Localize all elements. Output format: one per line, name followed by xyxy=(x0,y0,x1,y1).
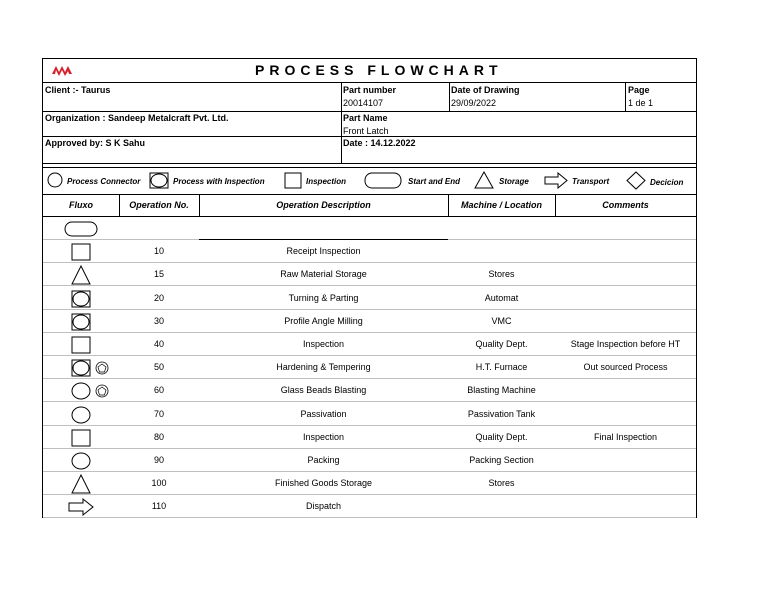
process-with-inspection-legend-icon xyxy=(149,172,169,189)
process-connector-icon xyxy=(63,381,99,401)
column-operation-description: Operation Description xyxy=(276,200,371,210)
machine-location-cell: Packing Section xyxy=(469,455,534,465)
comments-cell: Stage Inspection before HT xyxy=(570,339,681,349)
part-name-value: Front Latch xyxy=(343,126,389,136)
operation-no-cell: 10 xyxy=(153,246,164,257)
special-characteristic-icon xyxy=(95,361,109,375)
special-characteristic-icon xyxy=(95,384,109,398)
storage-icon xyxy=(63,265,99,285)
comments-cell: Out sourced Process xyxy=(583,362,668,373)
machine-location-cell: H.T. Furnace xyxy=(475,362,528,373)
legend-transport: Transport xyxy=(572,177,610,186)
machine-location-cell: Stores xyxy=(488,269,515,280)
machine-location-cell: VMC xyxy=(491,315,512,326)
table-row xyxy=(43,356,696,379)
process-with-inspection-icon xyxy=(63,358,99,378)
start-end-icon xyxy=(63,219,99,239)
operation-no-cell: 60 xyxy=(153,385,164,396)
operation-no-cell: 30 xyxy=(153,315,164,326)
storage-icon xyxy=(63,474,99,494)
operation-description-cell: Passivation xyxy=(300,408,347,419)
page-value: 1 de 1 xyxy=(628,98,654,108)
part-name-label: Part Name xyxy=(343,113,388,123)
operation-no-cell: 90 xyxy=(153,455,164,465)
legend-storage: Storage xyxy=(499,177,529,186)
legend-decision: Decicion xyxy=(650,178,684,187)
operation-description-cell: Profile Angle Milling xyxy=(284,315,363,326)
process-with-inspection-icon xyxy=(63,312,99,332)
table-row xyxy=(43,287,696,310)
process-connector-legend-icon xyxy=(47,172,63,188)
operation-description-cell: Packing xyxy=(307,455,340,465)
approved-by-label: Approved by: S K Sahu xyxy=(45,138,146,148)
table-row xyxy=(43,495,696,518)
start-end-legend-icon xyxy=(364,172,402,189)
legend-start-and-end: Start and End xyxy=(408,177,461,186)
column-fluxo: Fluxo xyxy=(69,200,93,210)
table-row xyxy=(43,240,696,263)
part-number-label: Part number xyxy=(343,85,397,95)
company-logo xyxy=(51,63,77,77)
comments-cell: Final Inspection xyxy=(593,431,658,442)
operation-no-cell: 110 xyxy=(151,501,167,512)
machine-location-cell: Automat xyxy=(484,292,519,303)
operation-description-cell: Glass Beads Blasting xyxy=(280,385,367,396)
legend-inspection: Inspection xyxy=(306,177,347,186)
operation-description-cell: Dispatch xyxy=(305,501,341,512)
table-row xyxy=(43,310,696,333)
transport-legend-icon xyxy=(544,172,568,189)
operation-description-cell: Inspection xyxy=(302,431,345,442)
organization-label: Organization : Sandeep Metalcraft Pvt. Ltd. xyxy=(45,113,229,123)
column-operation-no: Operation No. xyxy=(129,200,189,210)
legend-process-connector: Process Connector xyxy=(67,177,141,186)
client-label: Client :- Taurus xyxy=(45,85,111,95)
column-machine-location: Machine / Location xyxy=(460,200,542,210)
operation-no-cell: 40 xyxy=(153,339,164,349)
operation-description-cell: Receipt Inspection xyxy=(286,246,361,257)
machine-location-cell: Passivation Tank xyxy=(467,408,536,419)
operation-no-cell: 100 xyxy=(151,478,167,489)
operation-no-cell: 15 xyxy=(153,269,164,280)
process-connector-icon xyxy=(63,405,99,425)
storage-legend-icon xyxy=(474,171,494,189)
machine-location-cell: Stores xyxy=(488,478,515,489)
decision-legend-icon xyxy=(626,171,646,190)
process-with-inspection-icon xyxy=(63,289,99,309)
operation-description-cell: Hardening & Tempering xyxy=(276,362,371,373)
operation-no-cell: 80 xyxy=(153,431,164,442)
operation-no-cell: 70 xyxy=(153,408,164,419)
date-of-drawing-label: Date of Drawing xyxy=(451,85,520,95)
table-row xyxy=(43,403,696,426)
table-row xyxy=(43,426,696,449)
operation-no-cell: 20 xyxy=(153,292,164,303)
page-title: PROCESS FLOWCHART xyxy=(255,62,503,78)
page-label: Page xyxy=(628,85,650,95)
part-number-value: 20014107 xyxy=(343,98,384,108)
table-row xyxy=(43,472,696,495)
operation-description-cell: Raw Material Storage xyxy=(280,269,367,280)
process-connector-icon xyxy=(63,451,99,471)
legend-process-with-inspection: Process with Inspection xyxy=(173,177,265,186)
table-row xyxy=(43,217,696,240)
machine-location-cell: Quality Dept. xyxy=(475,339,528,349)
table-row xyxy=(43,449,696,472)
machine-location-cell: Quality Dept. xyxy=(475,431,528,442)
inspection-icon xyxy=(63,335,99,355)
operation-description-cell: Turning & Parting xyxy=(288,292,359,303)
inspection-legend-icon xyxy=(284,172,302,189)
date-of-drawing-value: 29/09/2022 xyxy=(451,98,497,108)
table-row xyxy=(43,379,696,402)
machine-location-cell: Blasting Machine xyxy=(467,385,536,396)
table-row xyxy=(43,333,696,356)
date-label: Date : 14.12.2022 xyxy=(343,138,416,148)
process-flowchart-sheet xyxy=(42,58,697,518)
operation-description-cell: Finished Goods Storage xyxy=(274,478,373,489)
table-row xyxy=(43,263,696,286)
transport-icon xyxy=(63,497,99,517)
column-comments: Comments xyxy=(602,200,649,210)
operation-no-cell: 50 xyxy=(153,362,164,373)
operation-description-cell: Inspection xyxy=(302,339,345,349)
inspection-icon xyxy=(63,428,99,448)
inspection-icon xyxy=(63,242,99,262)
